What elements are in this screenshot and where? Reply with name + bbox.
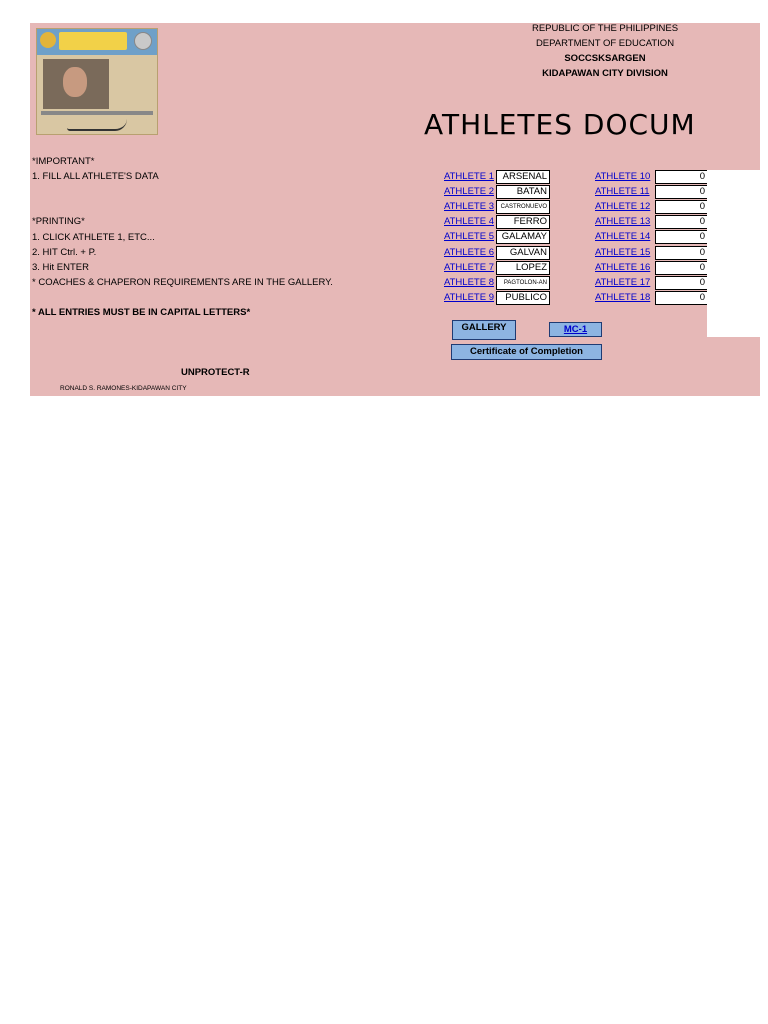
athlete-7-name[interactable]: LOPEZ bbox=[496, 261, 550, 275]
athlete-9-name[interactable]: PUBLICO bbox=[496, 291, 550, 305]
worksheet-area bbox=[30, 23, 760, 396]
instruction-fill: 1. FILL ALL ATHLETE'S DATA bbox=[32, 171, 159, 182]
mc1-button[interactable]: MC-1 bbox=[549, 322, 602, 337]
athlete-3-link[interactable]: ATHLETE 3 bbox=[444, 201, 494, 212]
athlete-2-link[interactable]: ATHLETE 2 bbox=[444, 186, 494, 197]
instruction-capital: * ALL ENTRIES MUST BE IN CAPITAL LETTERS* bbox=[32, 307, 251, 318]
athlete-3-name[interactable]: CASTRONUEVO bbox=[496, 200, 550, 214]
instruction-print-1: 1. CLICK ATHLETE 1, ETC... bbox=[32, 232, 155, 243]
header-deped: DEPARTMENT OF EDUCATION bbox=[535, 38, 675, 49]
athlete-16-link[interactable]: ATHLETE 16 bbox=[595, 262, 651, 273]
athlete-8-link[interactable]: ATHLETE 8 bbox=[444, 277, 494, 288]
page-title: ATHLETES DOCUM bbox=[424, 108, 696, 141]
athlete-5-link[interactable]: ATHLETE 5 bbox=[444, 231, 494, 242]
athlete-17-link[interactable]: ATHLETE 17 bbox=[595, 277, 651, 288]
athlete-15-link[interactable]: ATHLETE 15 bbox=[595, 247, 651, 258]
athlete-10-name[interactable]: 0 bbox=[655, 170, 708, 184]
athlete-2-name[interactable]: BATAN bbox=[496, 185, 550, 199]
athlete-16-name[interactable]: 0 bbox=[655, 261, 708, 275]
athlete-1-link[interactable]: ATHLETE 1 bbox=[444, 171, 494, 182]
athlete-14-link[interactable]: ATHLETE 14 bbox=[595, 231, 651, 242]
athlete-6-link[interactable]: ATHLETE 6 bbox=[444, 247, 494, 258]
athlete-5-name[interactable]: GALAMAY bbox=[496, 230, 550, 244]
header-republic: REPUBLIC OF THE PHILIPPINES bbox=[531, 23, 679, 34]
important-label: *IMPORTANT* bbox=[32, 156, 95, 167]
blank-cell-block bbox=[707, 170, 760, 337]
athlete-11-link[interactable]: ATHLETE 11 bbox=[595, 186, 650, 197]
instruction-print-2: 2. HIT Ctrl. + P. bbox=[32, 247, 97, 258]
athlete-9-link[interactable]: ATHLETE 9 bbox=[444, 292, 494, 303]
instruction-print-3: 3. Hit ENTER bbox=[32, 262, 90, 273]
athlete-id-photo bbox=[36, 28, 158, 135]
athlete-12-name[interactable]: 0 bbox=[655, 200, 708, 214]
athlete-18-link[interactable]: ATHLETE 18 bbox=[595, 292, 651, 303]
athlete-18-name[interactable]: 0 bbox=[655, 291, 708, 305]
athlete-13-name[interactable]: 0 bbox=[655, 215, 708, 229]
athlete-8-name[interactable]: PAGTOLON-AN bbox=[496, 276, 550, 290]
athlete-17-name[interactable]: 0 bbox=[655, 276, 708, 290]
athlete-14-name[interactable]: 0 bbox=[655, 230, 708, 244]
header-region: SOCCSKSARGEN bbox=[564, 53, 646, 64]
palarong-logo-icon bbox=[40, 32, 56, 48]
athlete-6-name[interactable]: GALVAN bbox=[496, 246, 550, 260]
athlete-1-name[interactable]: ARSENAL bbox=[496, 170, 550, 184]
athlete-10-link[interactable]: ATHLETE 10 bbox=[595, 171, 651, 182]
credit-label: RONALD S. RAMONES-KIDAPAWAN CITY bbox=[60, 385, 187, 392]
deped-seal-icon bbox=[134, 32, 152, 50]
athlete-13-link[interactable]: ATHLETE 13 bbox=[595, 216, 651, 227]
signature-icon bbox=[67, 119, 127, 131]
athlete-15-name[interactable]: 0 bbox=[655, 246, 708, 260]
unprotect-label: UNPROTECT-R bbox=[181, 367, 250, 378]
athlete-4-link[interactable]: ATHLETE 4 bbox=[444, 216, 494, 227]
printing-label: *PRINTING* bbox=[32, 216, 85, 227]
header-division: KIDAPAWAN CITY DIVISION bbox=[542, 68, 668, 79]
athlete-4-name[interactable]: FERRO bbox=[496, 215, 550, 229]
instruction-coaches: * COACHES & CHAPERON REQUIREMENTS ARE IN THE GALLERY. bbox=[32, 277, 333, 288]
athlete-11-name[interactable]: 0 bbox=[655, 185, 708, 199]
gallery-button[interactable]: GALLERY bbox=[452, 320, 516, 340]
athlete-7-link[interactable]: ATHLETE 7 bbox=[444, 262, 494, 273]
certificate-button[interactable]: Certificate of Completion bbox=[451, 344, 602, 360]
athlete-12-link[interactable]: ATHLETE 12 bbox=[595, 201, 651, 212]
